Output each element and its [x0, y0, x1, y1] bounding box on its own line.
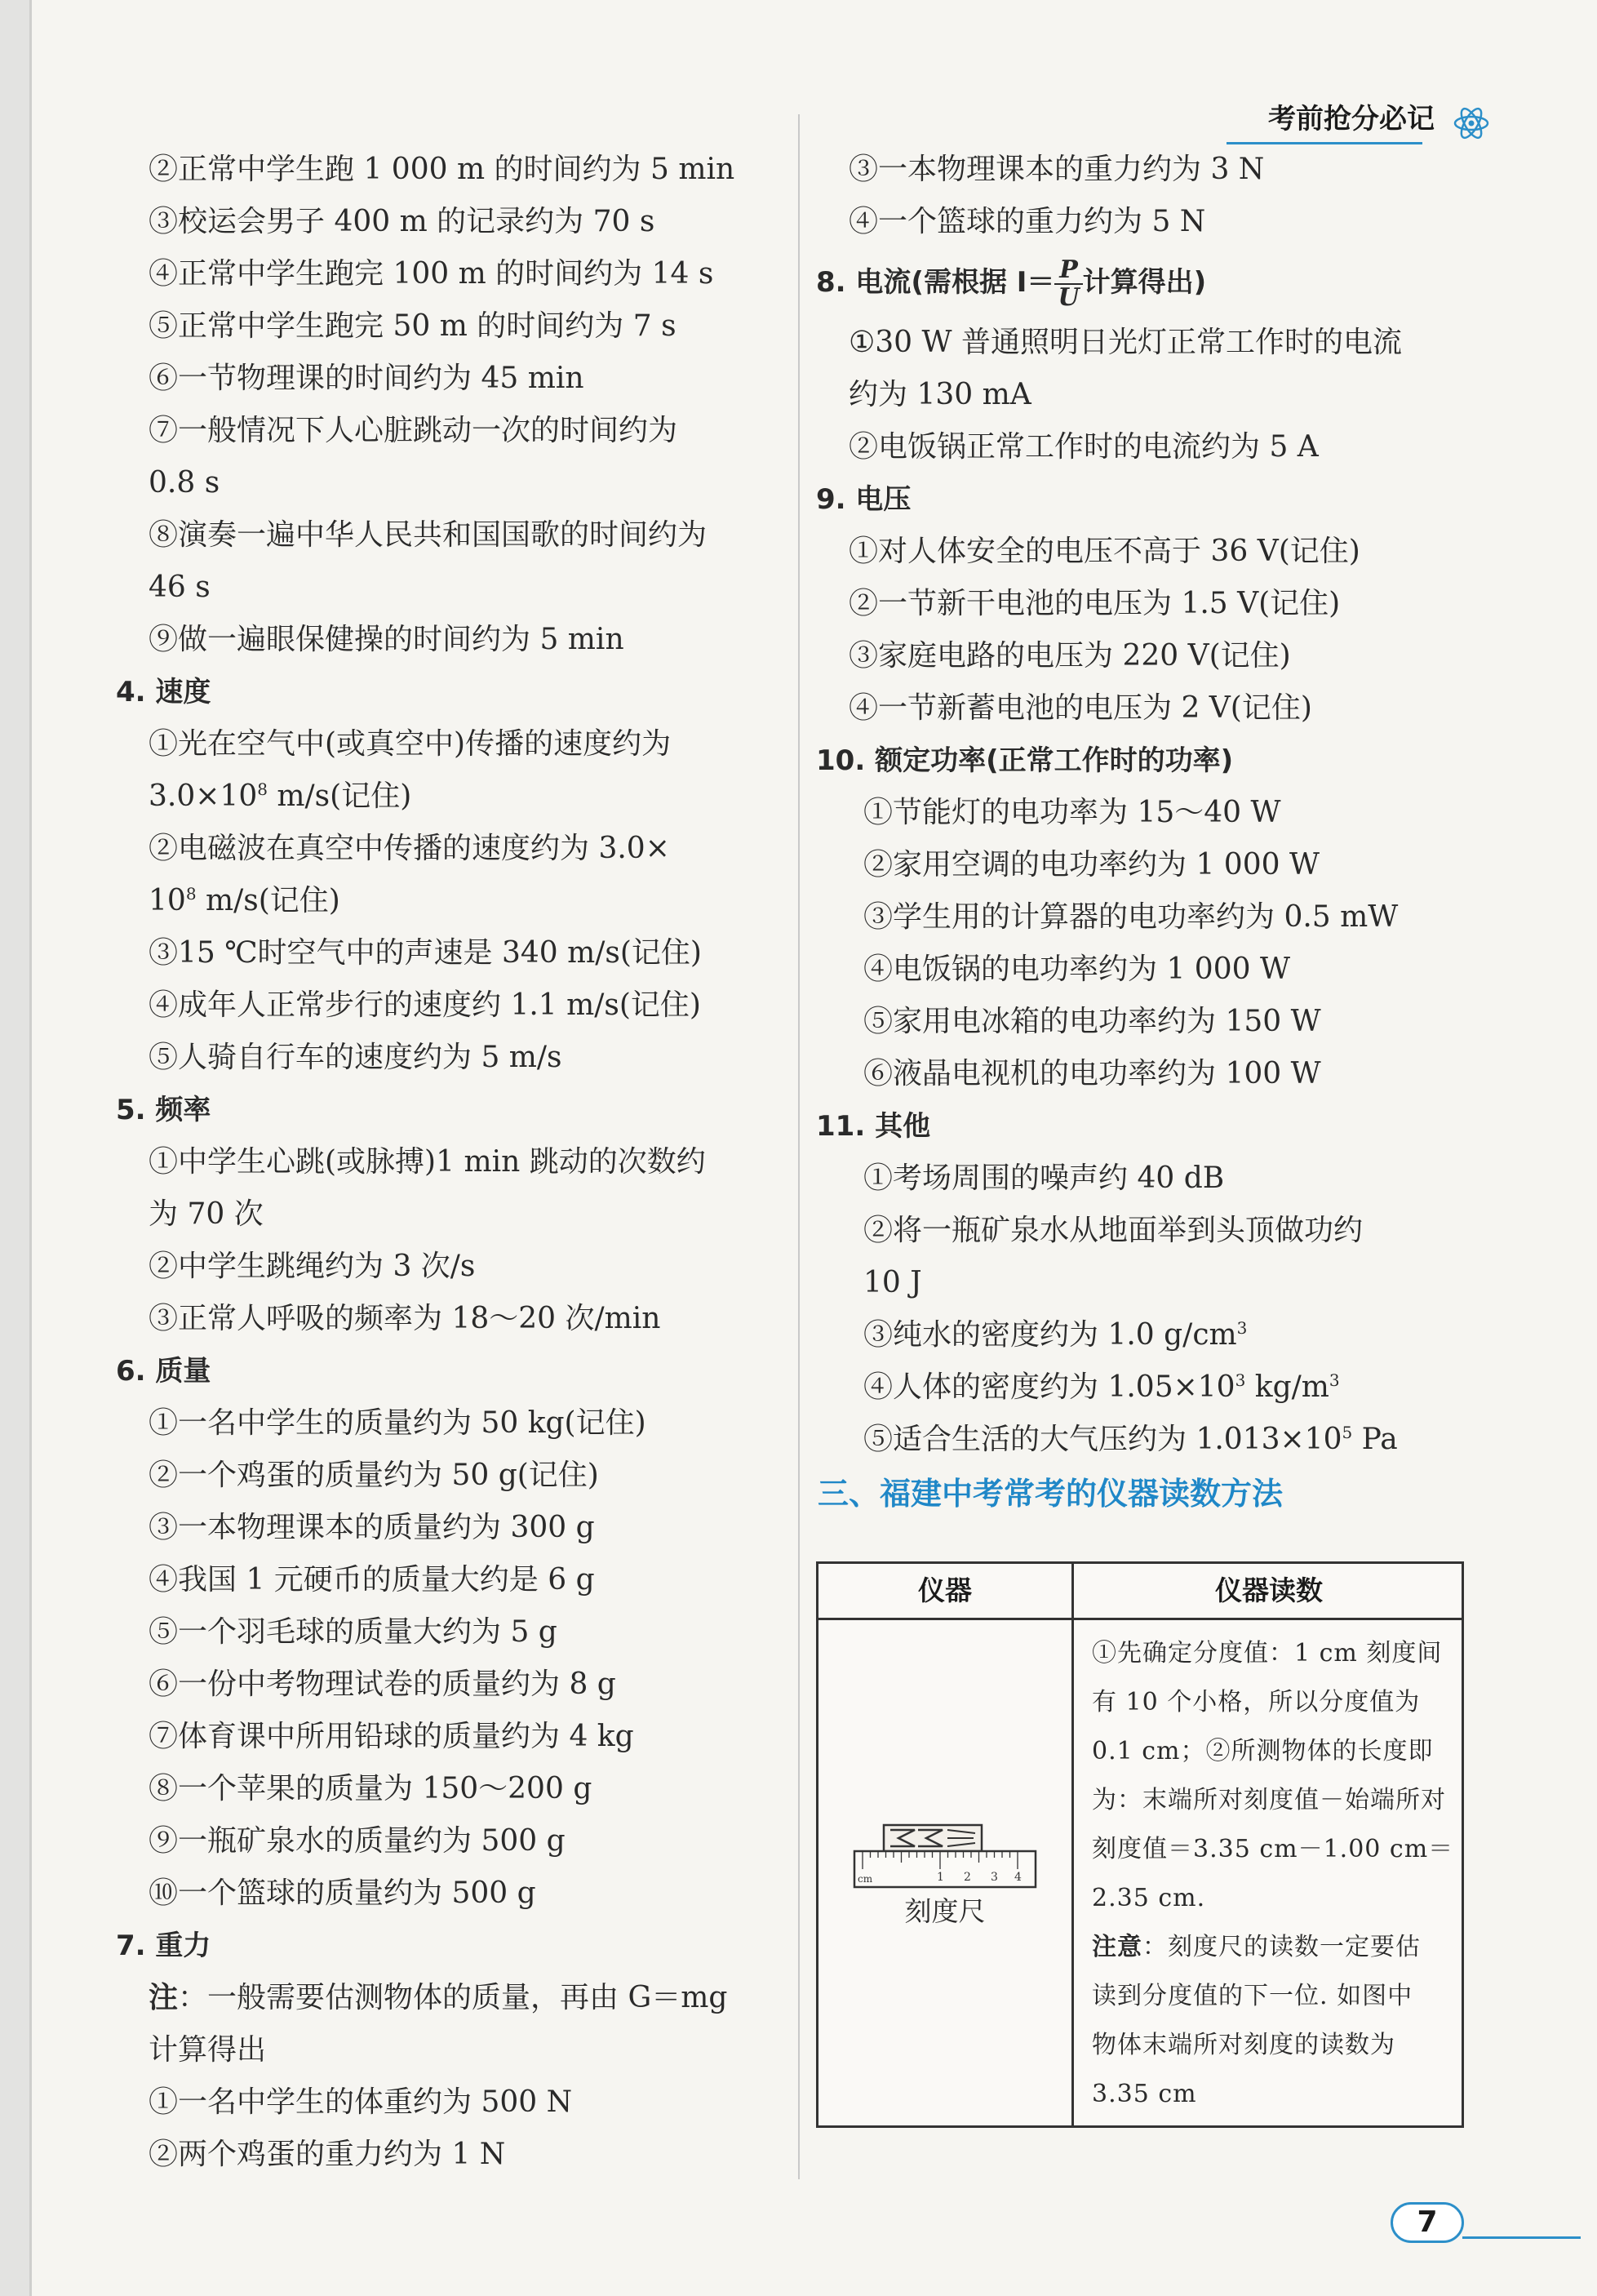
list-item: ⑧一个苹果的质量为 150～200 g [149, 1772, 592, 1805]
text-run: ⑤适合生活的大气压约为 1.013×10 [863, 1423, 1342, 1456]
list-item: ①30 W 普通照明日光灯正常工作时的电流 [849, 326, 1402, 359]
list-item: ⑧演奏一遍中华人民共和国国歌的时间约为 [149, 518, 708, 552]
page-number-rule [1462, 2236, 1581, 2239]
heading-speed: 4. 速度 [116, 676, 211, 708]
page-number: 7 [1391, 2202, 1464, 2243]
heading-voltage: 9. 电压 [816, 483, 912, 516]
list-item [149, 771, 785, 823]
column-header: 仪器读数 [1215, 1574, 1323, 1606]
list-item: ④一节新蓄电池的电压为 2 V(记住) [849, 691, 1312, 725]
heading-mass: 6. 质量 [116, 1355, 211, 1388]
superscript: 3 [1236, 1318, 1248, 1338]
list-item [849, 1361, 1485, 1414]
list-item: ③一本物理课本的质量约为 300 g [149, 1511, 595, 1544]
list-item: 0.8 s [149, 466, 220, 500]
text-run: ④人体的密度约为 1.05×10 [863, 1370, 1235, 1404]
heading-text: 计算得出) [1082, 266, 1207, 299]
list-item: ①一名中学生的体重约为 500 N [149, 2085, 573, 2119]
heading-text: 8. 电流(需根据 I＝ [816, 266, 1055, 299]
list-item: ③校运会男子 400 m 的记录约为 70 s [149, 205, 655, 238]
list-item: ③正常人呼吸的频率为 18～20 次/min [149, 1302, 661, 1335]
list-item: ②电磁波在真空中传播的速度约为 3.0× [149, 832, 670, 865]
column-header: 仪器 [918, 1574, 972, 1606]
reading-line: ①先确定分度值：1 cm 刻度间 [1092, 1639, 1443, 1668]
note-text: ：刻度尺的读数一定要估 [1142, 1933, 1421, 1961]
list-item: ②家用空调的电功率约为 1 000 W [863, 848, 1320, 882]
superscript: 8 [257, 779, 268, 799]
reading-line: 3.35 cm [1092, 2080, 1197, 2108]
text-run: Pa [1352, 1423, 1398, 1456]
heading-current [816, 248, 1485, 317]
text-run: m/s(记住) [267, 779, 412, 813]
list-item: ③家庭电路的电压为 220 V(记住) [849, 639, 1291, 673]
list-item: ⑥一份中考物理试卷的质量约为 8 g [149, 1668, 616, 1701]
list-item: ③学生用的计算器的电功率约为 0.5 mW [863, 900, 1399, 934]
fraction [1054, 257, 1082, 311]
list-item: ③15 ℃时空气中的声速是 340 m/s(记住) [149, 936, 702, 970]
text-run: 10 [149, 884, 186, 917]
ruler-tick-label: 1 [937, 1871, 944, 1884]
list-item: 约为 130 mA [849, 378, 1031, 411]
text-run: ③纯水的密度约为 1.0 g/cm [863, 1318, 1237, 1352]
list-item: ②一节新干电池的电压为 1.5 V(记住) [849, 587, 1341, 620]
list-item: ⑩一个篮球的质量约为 500 g [149, 1876, 536, 1910]
fraction-numerator: P [1054, 257, 1082, 285]
reading-line: 2.35 cm. [1092, 1884, 1206, 1912]
superscript: 5 [1342, 1423, 1353, 1442]
ruler-tick-label: 4 [1014, 1871, 1022, 1884]
superscript: 3 [1329, 1370, 1340, 1390]
binding-gutter [0, 0, 31, 2296]
list-item: ⑤正常中学生跑完 50 m 的时间约为 7 s [149, 309, 677, 343]
ruler-unit-label: cm [858, 1873, 873, 1885]
gutter-edge [29, 0, 32, 2296]
note-line: 计算得出 [149, 2033, 267, 2067]
superscript: 3 [1235, 1370, 1246, 1390]
reading-line: 刻度值＝3.35 cm－1.00 cm＝ [1092, 1835, 1454, 1863]
fraction-denominator: U [1058, 282, 1080, 312]
list-item: ⑦一般情况下人心脏跳动一次的时间约为 [149, 414, 678, 447]
list-item: ①中学生心跳(或脉搏)1 min 跳动的次数约 [149, 1145, 706, 1179]
list-item: 为 70 次 [149, 1197, 264, 1231]
note-text: ：一般需要估测物体的质量，再由 G＝mg [178, 1981, 728, 2014]
list-item: ⑤家用电冰箱的电功率约为 150 W [863, 1005, 1321, 1038]
note-label: 注意 [1092, 1933, 1142, 1961]
heading-frequency: 5. 频率 [116, 1094, 211, 1126]
list-item: ①考场周围的噪声约 40 dB [863, 1161, 1225, 1195]
list-item [849, 1309, 1485, 1361]
reading-line: 有 10 个小格，所以分度值为 [1092, 1688, 1421, 1716]
list-item: ③一本物理课本的重力约为 3 N [849, 153, 1265, 186]
list-item: ⑥液晶电视机的电功率约为 100 W [863, 1057, 1321, 1090]
note-label: 注 [149, 1981, 179, 2014]
ruler-tick-label: 3 [991, 1871, 998, 1884]
reading-method [1092, 1629, 1455, 2119]
list-item [149, 875, 785, 927]
section-title: 三、福建中考常考的仪器读数方法 [818, 1476, 1284, 1512]
ruler-tick-label: 2 [964, 1871, 971, 1884]
list-item: 46 s [149, 571, 211, 604]
reading-line: 读到分度值的下一位. 如图中 [1092, 1982, 1413, 2010]
list-item: ②中学生跳绳约为 3 次/s [149, 1250, 476, 1283]
text-run: kg/m [1245, 1370, 1329, 1404]
reading-line: 为：末端所对刻度值－始端所对 [1092, 1786, 1446, 1814]
heading-other: 11. 其他 [816, 1110, 931, 1143]
list-item: ①对人体安全的电压不高于 36 V(记住) [849, 535, 1360, 568]
right-column [816, 144, 1485, 1520]
header-title: 考前抢分必记 [1268, 103, 1435, 135]
heading-rated-power: 10. 额定功率(正常工作时的功率) [816, 744, 1234, 777]
list-item: ④一个篮球的重力约为 5 N [849, 205, 1206, 238]
reading-note [1092, 1923, 1455, 1972]
table-header [818, 1564, 1462, 1620]
list-item: ⑤人骑自行车的速度约为 5 m/s [149, 1041, 562, 1074]
list-item: ②将一瓶矿泉水从地面举到头顶做功约 [863, 1214, 1364, 1247]
text-run: 3.0×10 [149, 779, 258, 813]
note-line [149, 1972, 785, 2024]
heading-gravity: 7. 重力 [116, 1930, 211, 1962]
list-item: ⑤一个羽毛球的质量大约为 5 g [149, 1615, 557, 1649]
list-item: ⑨做一遍眼保健操的时间约为 5 min [149, 623, 624, 656]
list-item: ④成年人正常步行的速度约 1.1 m/s(记住) [149, 988, 701, 1022]
column-divider [798, 114, 800, 2179]
page-header [1214, 96, 1508, 145]
list-item: ②两个鸡蛋的重力约为 1 N [149, 2138, 506, 2171]
list-item: ②正常中学生跑 1 000 m 的时间约为 5 min [149, 153, 735, 186]
atom-icon [1451, 103, 1492, 144]
list-item: ⑦体育课中所用铅球的质量约为 4 kg [149, 1720, 634, 1753]
list-item: ①光在空气中(或真空中)传播的速度约为 [149, 727, 672, 761]
reading-line: 物体末端所对刻度的读数为 [1092, 2031, 1395, 2059]
list-item: ②电饭锅正常工作时的电流约为 5 A [849, 430, 1319, 464]
list-item: ⑥一节物理课的时间约为 45 min [149, 362, 584, 395]
text-run: m/s(记住) [196, 884, 340, 917]
reading-line: 0.1 cm；②所测物体的长度即 [1092, 1737, 1434, 1765]
list-item: ①一名中学生的质量约为 50 kg(记住) [149, 1406, 646, 1440]
list-item: ④电饭锅的电功率约为 1 000 W [863, 953, 1290, 986]
list-item: ④正常中学生跑完 100 m 的时间约为 14 s [149, 257, 714, 291]
left-column [116, 144, 785, 2181]
list-item: ②一个鸡蛋的质量约为 50 g(记住) [149, 1459, 599, 1492]
list-item [849, 1414, 1485, 1466]
list-item: 10 J [863, 1266, 922, 1299]
list-item: ⑨一瓶矿泉水的质量约为 500 g [149, 1824, 566, 1858]
list-item: ①节能灯的电功率为 15～40 W [863, 796, 1281, 829]
list-item: ④我国 1 元硬币的质量大约是 6 g [149, 1563, 595, 1597]
superscript: 8 [185, 884, 197, 904]
table-column-rule [1071, 1564, 1074, 2125]
instrument-name: 刻度尺 [904, 1895, 986, 1927]
instrument-table [816, 1561, 1464, 2128]
